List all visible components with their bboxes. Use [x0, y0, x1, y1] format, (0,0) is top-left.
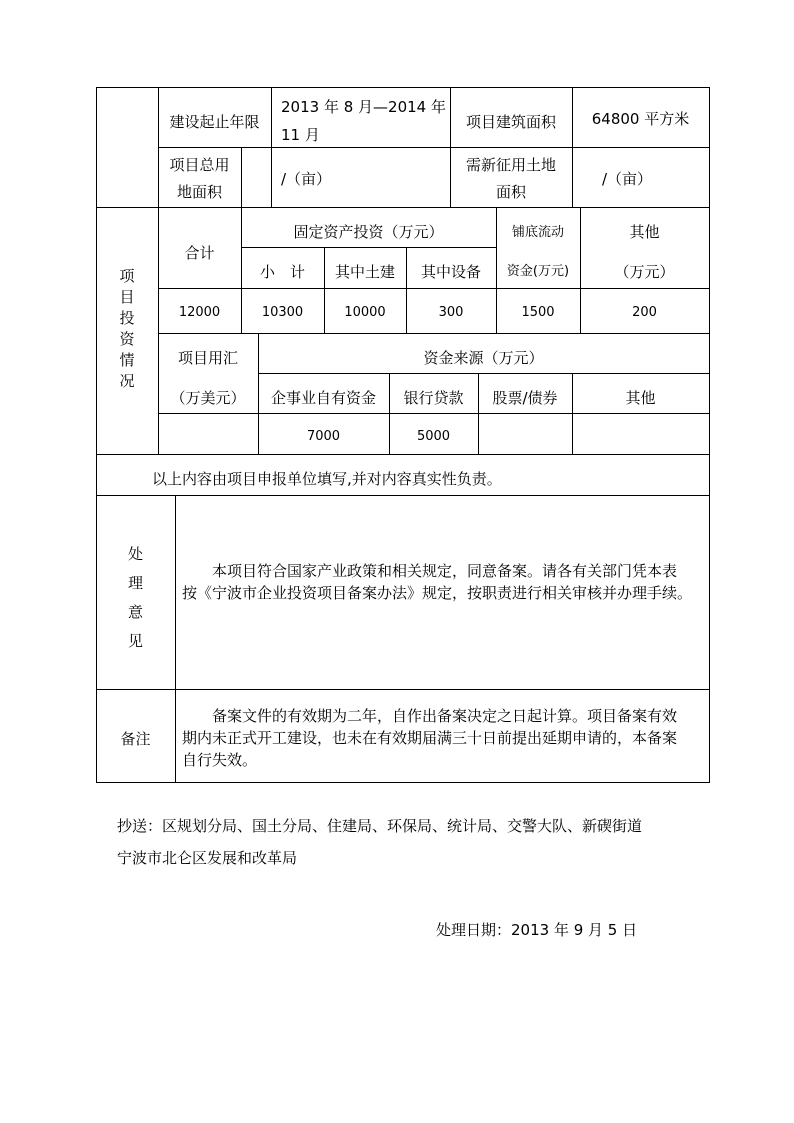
- label-other-1: 其他: [629, 223, 660, 241]
- rule: [241, 247, 497, 248]
- section-char: 情: [119, 351, 135, 369]
- building-area-value: 64800 平方米: [591, 110, 690, 128]
- label-equipment: 其中设备: [420, 263, 481, 281]
- remark-line-2: 期内未正式开工建设，也未在有效期届满三十日前提出延期申请的，本备案: [182, 729, 678, 747]
- rule: [241, 147, 242, 207]
- remark-line-1: 备案文件的有效期为二年，自作出备案决定之日起计算。项目备案有效: [212, 707, 678, 725]
- rule: [175, 495, 176, 782]
- rule: [709, 87, 710, 783]
- opinion-label: [96, 540, 175, 656]
- section-char: 况: [119, 372, 135, 390]
- opinion-line-2: 按《宁波市企业投资项目备案办法》规定，按职责进行相关审核并办理手续。: [182, 584, 693, 602]
- declaration-text: 以上内容由项目申报单位填写,并对内容真实性负责。: [152, 470, 502, 488]
- label-funding-other: 其他: [625, 389, 656, 407]
- value-own-funds: 7000: [306, 429, 341, 444]
- section-char: 目: [119, 288, 135, 306]
- label-total-land-2: 地面积: [176, 183, 222, 201]
- label-working-capital-2: 资金(万元): [506, 264, 570, 279]
- rule: [158, 333, 710, 334]
- rule: [96, 87, 97, 783]
- label-other-2: （万元）: [614, 263, 675, 281]
- rule: [96, 689, 710, 690]
- rule: [271, 87, 272, 207]
- opinion-text: [182, 560, 706, 604]
- label-subtotal: 小 计: [259, 263, 305, 281]
- label-civil: 其中土建: [334, 263, 395, 281]
- label-new-land-2: 面积: [495, 183, 526, 201]
- value-equipment: 300: [438, 305, 464, 320]
- value-bank-loan: 5000: [416, 429, 451, 444]
- opinion-char: 处: [127, 545, 143, 563]
- section-char: 资: [119, 330, 135, 348]
- opinion-char: 意: [127, 603, 143, 621]
- label-building-area: 项目建筑面积: [465, 113, 556, 131]
- construction-period-line2: 11 月: [281, 126, 320, 144]
- rule: [96, 782, 710, 783]
- rule: [96, 495, 710, 496]
- processing-date: 处理日期：2013 年 9 月 5 日: [436, 921, 638, 939]
- section-char: 项: [119, 267, 135, 285]
- cc-line: 抄送：区规划分局、国土分局、住建局、环保局、统计局、交警大队、新碶街道: [117, 817, 643, 835]
- label-total: 合计: [184, 244, 215, 262]
- total-land-value: /（亩）: [281, 170, 332, 188]
- opinion-char: 见: [127, 632, 143, 650]
- remark-label: 备注: [120, 730, 151, 748]
- value-working-capital: 1500: [521, 305, 555, 320]
- label-working-capital-1: 铺底流动: [511, 225, 564, 240]
- label-own-funds: 企事业自有资金: [270, 389, 376, 407]
- construction-period-line1: 2013 年 8 月—2014 年: [281, 98, 446, 116]
- opinion-char: 理: [127, 574, 143, 592]
- label-total-land-1: 项目总用: [169, 156, 230, 174]
- rule: [158, 413, 710, 414]
- label-fx-1: 项目用汇: [177, 349, 238, 367]
- value-other: 200: [632, 305, 657, 320]
- label-stocks-bonds: 股票/债券: [492, 389, 558, 407]
- section-label-investment: [96, 266, 158, 392]
- label-construction-period: 建设起止年限: [169, 113, 260, 131]
- value-civil: 10000: [344, 305, 386, 320]
- label-bank-loan: 银行贷款: [403, 389, 464, 407]
- rule: [96, 87, 710, 88]
- label-fixed-assets: 固定资产投资（万元）: [293, 223, 444, 241]
- value-total: 12000: [178, 305, 221, 320]
- opinion-line-1: 本项目符合国家产业政策和相关规定，同意备案。请各有关部门凭本表: [212, 562, 678, 580]
- remark-line-3: 自行失效。: [182, 751, 258, 769]
- issuing-authority: 宁波市北仑区发展和改革局: [117, 849, 298, 867]
- label-new-land-1: 需新征用土地: [465, 156, 556, 174]
- rule: [258, 373, 710, 374]
- rule: [96, 207, 710, 208]
- value-subtotal: 10300: [261, 305, 304, 320]
- section-char: 投: [119, 309, 135, 327]
- new-land-value: /（亩）: [601, 170, 653, 188]
- label-fx-2: （万美元）: [170, 389, 246, 407]
- label-funding-source: 资金来源（万元）: [423, 349, 544, 367]
- rule: [96, 454, 710, 455]
- remark-text: [182, 705, 706, 771]
